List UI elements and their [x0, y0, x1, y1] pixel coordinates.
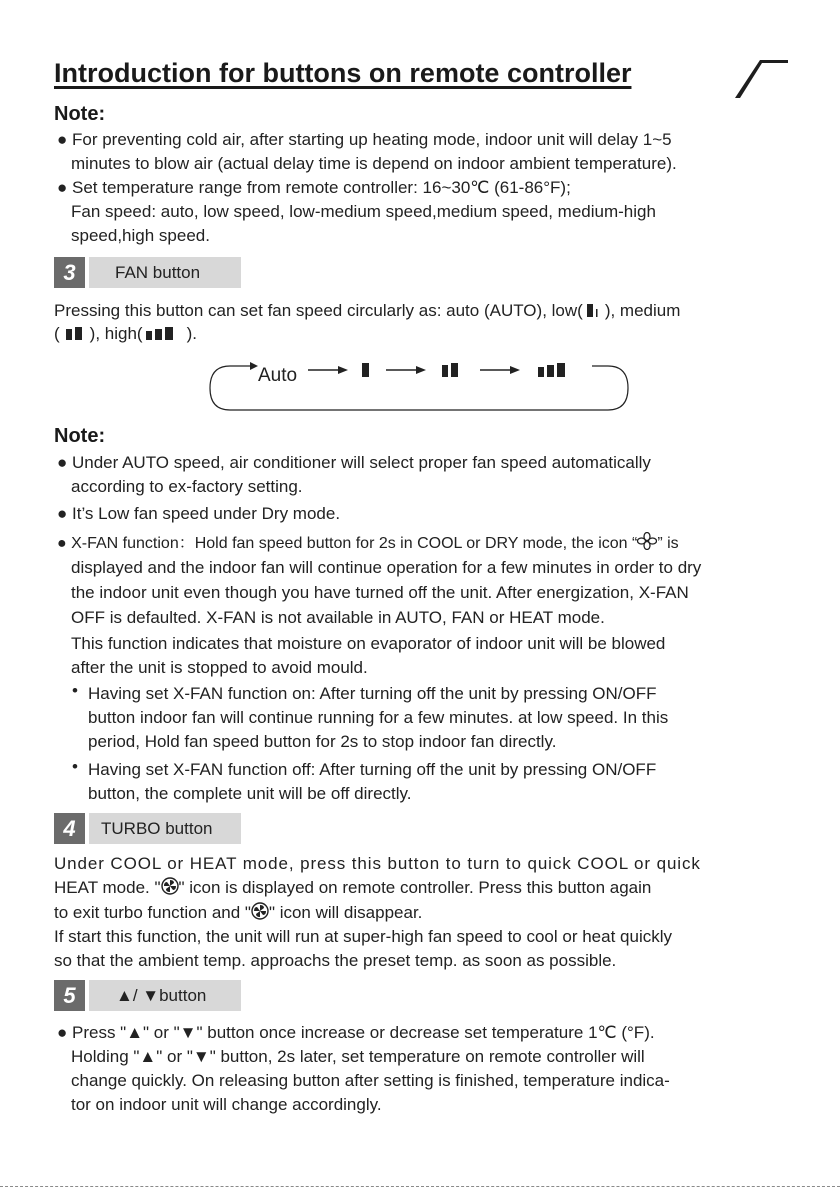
medium-speed-mark [442, 365, 448, 377]
x-fan-icon [637, 532, 657, 550]
text-span: ( [54, 324, 60, 343]
note-heading: Note: [54, 103, 106, 125]
sub-bullet: • [72, 757, 78, 776]
xfan-line: OFF is defaulted. X-FAN is not available in AUTO, FAN or HEAT mode. [71, 608, 605, 627]
note-heading: Note: [54, 425, 106, 447]
text-span: ● X-FAN function：Hold fan speed button for 2s in COOL or DRY mode, the icon “ [57, 535, 638, 552]
note-line: Fan speed: auto, low speed, low-medium speed,medium speed, medium-high [71, 202, 656, 221]
xfan-line: after the unit is stopped to avoid mould. [71, 658, 368, 677]
medium-speed-icon [60, 325, 90, 341]
text-span: ), high( [89, 324, 143, 343]
sub-bullet-line: button indoor fan will continue running for a few minutes. at low speed. In this [88, 708, 669, 727]
text-span: ), medium [604, 301, 681, 320]
xfan-line: This function indicates that moisture on evaporator of indoor unit will be blowed [71, 634, 666, 653]
text-span: " icon will disappear. [268, 903, 423, 922]
auto-label: Auto [258, 365, 298, 386]
note-line: ● Under AUTO speed, air conditioner will select proper fan speed automatically [57, 453, 651, 472]
high-speed-icon [143, 325, 187, 341]
note-line: ● For preventing cold air, after starting up heating mode, indoor unit will delay 1~5 [57, 130, 672, 149]
turbo-line [54, 877, 651, 899]
text-span: ” is [657, 535, 679, 552]
temp-line: tor on indoor unit will change accordingly. [71, 1095, 382, 1114]
xfan-line: the indoor unit even though you have turned off the unit. After energization, X-FAN [71, 583, 689, 602]
xfan-line: displayed and the indoor fan will continue operation for a few minutes in order to dry [71, 558, 702, 577]
page-title: Introduction for buttons on remote controller [54, 58, 632, 88]
note-line: minutes to blow air (actual delay time is depend on indoor ambient temperature). [71, 154, 677, 173]
section-label: FAN button [89, 257, 241, 288]
low-speed-mark [362, 363, 369, 377]
sub-bullet: • [72, 681, 78, 700]
title-corner-decoration [0, 0, 840, 110]
note-line: ● Set temperature range from remote controller: 16~30℃ (61-86°F); [57, 178, 571, 197]
turbo-icon [161, 877, 179, 895]
text-span: to exit turbo function and " [54, 903, 251, 922]
section-label: TURBO button [89, 813, 241, 844]
section-number-badge: 4 [54, 813, 85, 844]
sub-bullet-line: button, the complete unit will be off directly. [88, 784, 412, 803]
text-span: " icon is displayed on remote controller. Press this button again [178, 878, 652, 897]
page-bottom-divider [0, 1186, 840, 1187]
text-span: ). [186, 324, 197, 343]
note-line: ● It’s Low fan speed under Dry mode. [57, 504, 341, 523]
turbo-line: so that the ambient temp. approachs the preset temp. as soon as possible. [54, 951, 617, 970]
text-span: HEAT mode. " [54, 878, 161, 897]
temp-line: ● Press "▲" or "▼" button once increase or decrease set temperature 1℃ (°F). [57, 1023, 655, 1042]
section-number-badge: 5 [54, 980, 85, 1011]
section-label: ▲/ ▼button [89, 980, 241, 1011]
xfan-line [57, 532, 679, 555]
temp-line: change quickly. On releasing button after setting is finished, temperature indica- [71, 1071, 670, 1090]
turbo-line [54, 902, 422, 924]
text-span: Pressing this button can set fan speed circularly as: auto (AUTO), low( [54, 301, 583, 320]
note-line: according to ex-factory setting. [71, 477, 303, 496]
turbo-line: Under COOL or HEAT mode, press this button to turn to quick COOL or quick [54, 854, 701, 873]
low-speed-icon [583, 302, 605, 318]
section-number-badge: 3 [54, 257, 85, 288]
temp-line: Holding "▲" or "▼" button, 2s later, set temperature on remote controller will [71, 1047, 645, 1066]
fan-speed-cycle-diagram [200, 356, 640, 416]
fan-speed-description-2 [54, 323, 197, 345]
sub-bullet-line: period, Hold fan speed button for 2s to stop indoor fan directly. [88, 732, 557, 751]
note-line: speed,high speed. [71, 226, 210, 245]
high-speed-mark [538, 367, 544, 377]
turbo-line: If start this function, the unit will run at super-high fan speed to cool or heat quickly [54, 927, 673, 946]
sub-bullet-line: Having set X-FAN function off: After turning off the unit by pressing ON/OFF [88, 760, 657, 779]
sub-bullet-line: Having set X-FAN function on: After turning off the unit by pressing ON/OFF [88, 684, 657, 703]
fan-speed-description [54, 300, 680, 322]
turbo-icon [251, 902, 269, 920]
